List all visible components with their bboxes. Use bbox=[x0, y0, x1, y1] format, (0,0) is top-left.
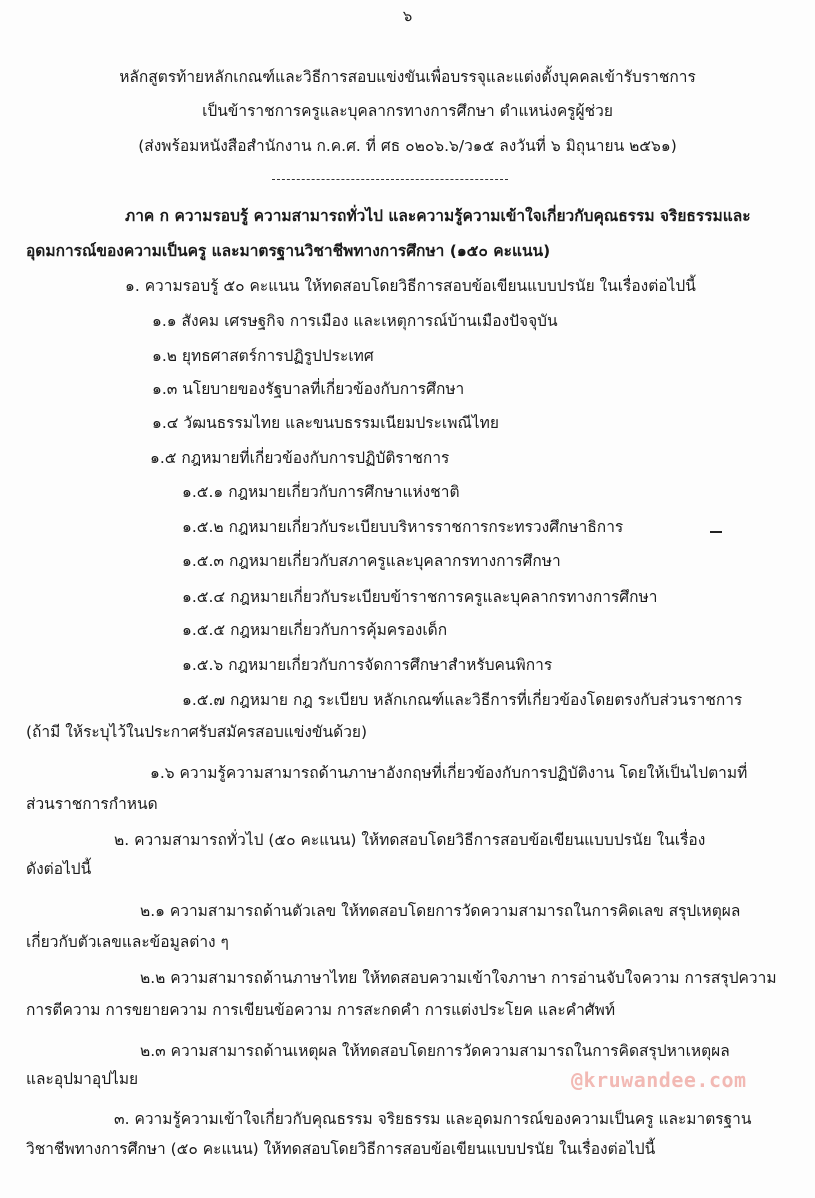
header-line-3: (ส่งพร้อมหนังสือสำนักงาน ก.ค.ศ. ที่ ศธ ๐๒๐๖.๖/ว๑๕ ลงวันที่ ๖ มิถุนายน ๒๕๖๑) bbox=[138, 137, 677, 155]
item-1-5-7-line-1: ๑.๕.๗ กฎหมาย กฎ ระเบียบ หลักเกณฑ์และวิธีการที่เกี่ยวข้องโดยตรงกับส่วนราชการ bbox=[182, 691, 743, 709]
item-1-5: ๑.๕ กฎหมายที่เกี่ยวข้องกับการปฏิบัติราชการ bbox=[150, 449, 450, 467]
section-2-heading-line-2: ดังต่อไปนี้ bbox=[26, 860, 92, 878]
item-1-5-5: ๑.๕.๕ กฎหมายเกี่ยวกับการคุ้มครองเด็ก bbox=[182, 621, 448, 639]
item-1-5-6: ๑.๕.๖ กฎหมายเกี่ยวกับการจัดการศึกษาสำหรับคนพิการ bbox=[182, 656, 553, 674]
item-2-2-line-1: ๒.๒ ความสามารถด้านภาษาไทย ให้ทดสอบความเข้าใจภาษา การอ่านจับใจความ การสรุปความ bbox=[140, 969, 777, 987]
item-1-5-3: ๑.๕.๓ กฎหมายเกี่ยวกับสภาครูและบุคลากรทางการศึกษา bbox=[182, 552, 561, 570]
item-1-6-line-2: ส่วนราชการกำหนด bbox=[26, 795, 158, 813]
item-1-5-4: ๑.๕.๔ กฎหมายเกี่ยวกับระเบียบข้าราชการครูและบุคลากรทางการศึกษา bbox=[182, 588, 658, 606]
watermark: @kruwandee.com bbox=[571, 1068, 747, 1092]
part-a-heading-line-1: ภาค ก ความรอบรู้ ความสามารถทั่วไป และความรู้ความเข้าใจเกี่ยวกับคุณธรรม จริยธรรมและ bbox=[125, 207, 751, 225]
section-2-heading-line-1: ๒. ความสามารถทั่วไป (๕๐ คะแนน) ให้ทดสอบโดยวิธีการสอบข้อเขียนแบบปรนัย ในเรื่อง bbox=[114, 831, 706, 849]
item-2-3-line-2: และอุปมาอุปไมย bbox=[26, 1070, 139, 1088]
section-3-heading-line-2: วิชาชีพทางการศึกษา (๕๐ คะแนน) ให้ทดสอบโดยวิธีการสอบข้อเขียนแบบปรนัย ในเรื่องต่อไปนี้ bbox=[26, 1140, 656, 1158]
item-2-1-line-1: ๒.๑ ความสามารถด้านตัวเลข ให้ทดสอบโดยการวัดความสามารถในการคิดเลข สรุปเหตุผล bbox=[140, 902, 741, 920]
item-1-5-2: ๑.๕.๒ กฎหมายเกี่ยวกับระเบียบบริหารราชการกระทรวงศึกษาธิการ bbox=[182, 518, 624, 536]
section-1-heading: ๑. ความรอบรู้ ๕๐ คะแนน ให้ทดสอบโดยวิธีการสอบข้อเขียนแบบปรนัย ในเรื่องต่อไปนี้ bbox=[125, 277, 696, 295]
item-1-6-line-1: ๑.๖ ความรู้ความสามารถด้านภาษาอังกฤษที่เกี่ยวข้องกับการปฏิบัติงาน โดยให้เป็นไปตามที่ bbox=[150, 764, 748, 782]
item-2-2-line-2: การตีความ การขยายความ การเขียนข้อความ การสะกดคำ การแต่งประโยค และคำศัพท์ bbox=[26, 1001, 616, 1019]
item-1-4: ๑.๔ วัฒนธรรมไทย และขนบธรรมเนียมประเพณีไทย bbox=[152, 414, 499, 432]
item-1-3: ๑.๓ นโยบายของรัฐบาลที่เกี่ยวข้องกับการศึกษา bbox=[152, 380, 465, 398]
header-line-1: หลักสูตรท้ายหลักเกณฑ์และวิธีการสอบแข่งขันเพื่อบรรจุและแต่งตั้งบุคคลเข้ารับราชการ bbox=[119, 68, 696, 86]
item-1-5-7-line-2: (ถ้ามี ให้ระบุไว้ในประกาศรับสมัครสอบแข่งขันด้วย) bbox=[26, 723, 368, 741]
section-3-heading-line-1: ๓. ความรู้ความเข้าใจเกี่ยวกับคุณธรรม จริยธรรม และอุดมการณ์ของความเป็นครู และมาตรฐาน bbox=[114, 1110, 752, 1128]
header-divider bbox=[272, 179, 508, 180]
header-line-2: เป็นข้าราชการครูและบุคลากรทางการศึกษา ตำแหน่งครูผู้ช่วย bbox=[202, 102, 613, 120]
part-a-heading-line-2: อุดมการณ์ของความเป็นครู และมาตรฐานวิชาชีพทางการศึกษา (๑๕๐ คะแนน) bbox=[26, 242, 551, 260]
page-number: ๖ bbox=[402, 7, 413, 25]
item-2-3-line-1: ๒.๓ ความสามารถด้านเหตุผล ให้ทดสอบโดยการวัดความสามารถในการคิดสรุปหาเหตุผล bbox=[140, 1042, 730, 1060]
pen-mark bbox=[710, 531, 722, 533]
item-2-1-line-2: เกี่ยวกับตัวเลขและข้อมูลต่าง ๆ bbox=[26, 933, 229, 951]
item-1-2: ๑.๒ ยุทธศาสตร์การปฏิรูปประเทศ bbox=[152, 347, 374, 365]
item-1-1: ๑.๑ สังคม เศรษฐกิจ การเมือง และเหตุการณ์บ้านเมืองปัจจุบัน bbox=[152, 312, 558, 330]
item-1-5-1: ๑.๕.๑ กฎหมายเกี่ยวกับการศึกษาแห่งชาติ bbox=[182, 483, 460, 501]
